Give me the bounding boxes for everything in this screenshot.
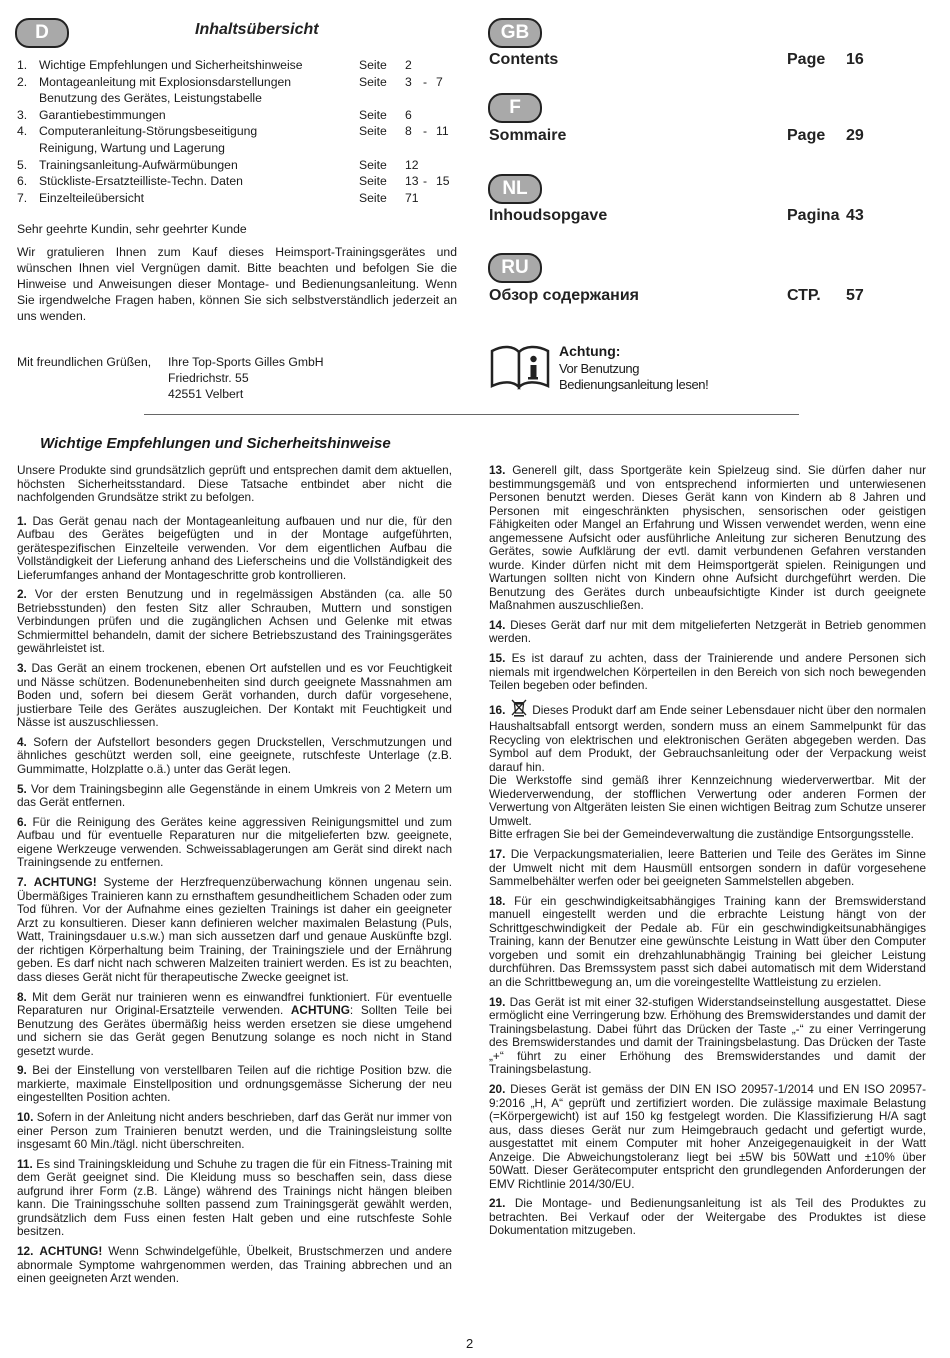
toc-row (17, 157, 457, 174)
paragraph-9: 9. Bei der Einstellung von verstellbaren Teilen auf die richtige Position bzw. die markierte, maximale Einstellposition und ordnungsgemässe Sicherung der neu eingestellten Position achten. (17, 1063, 452, 1105)
paragraph-11: 11. Es sind Trainingskleidung und Schuhe zu tragen die für ein Fitness-Training mit dem Gerät geeignet sind. Die Kleidung muss so beschaffen sein, dass diese aufgrund ihrer Form (z.B. Länge) während des Trainings nicht hängen bleiben kann. Die Trainingsschuhe sollten passend zum Trainingsgerät gewählt werden, grundsätzlich dem Fuss einen festen Halt geben und eine rutschfeste Sohle besitzen. (17, 1156, 452, 1239)
notice-line2: Bedienungsanleitung lesen! (559, 377, 709, 392)
paragraph-15: 15. Es ist darauf zu achten, dass der Trainierende und andere Personen sich niemals mit irgendwelchen Körperteilen in den Bereich von sich noch bewegenden Teilen begeben oder befinden. (489, 651, 926, 693)
toc-dash: - (423, 124, 428, 139)
toc-row (17, 140, 457, 157)
lang-page-label-ru: СТР. (787, 287, 821, 304)
toc-row (17, 107, 457, 124)
notice-line1: Vor Benutzung (559, 361, 640, 376)
left-column (17, 464, 452, 1292)
toc-title: Inhaltsübersicht (195, 21, 319, 38)
lang-page-number-ru: 57 (846, 287, 864, 304)
toc-number: 3. (17, 107, 28, 122)
lang-page-number-nl: 43 (846, 207, 864, 224)
paragraph-14: 14. Dieses Gerät darf nur mit dem mitgelieferten Netzgerät in Betrieb genommen werden. (489, 617, 927, 646)
lang-title-gb: Contents (489, 51, 559, 68)
toc-dash: - (423, 74, 428, 89)
toc-seite-label: Seite (359, 124, 387, 139)
notice-title: Achtung: (559, 343, 621, 359)
toc-page: 3 (405, 74, 412, 89)
toc-seite-label: Seite (359, 157, 387, 172)
paragraph-1: 1. Das Gerät genau nach der Montageanleitung aufbauen und nur die, für den Aufbau des Gerätes beigefügten und in der Montage aufgeführten, gerätespezifischen Einzelteile verwenden. Vor dem eigentlichen Aufbau die Vollständigkeit der Lieferung anhand des Lieferscheins und die Vollständigkeit des Lieferumfanges anhand der Montageschritte grob kontrollieren. (17, 513, 453, 582)
language-badge-gb: GB (488, 18, 542, 48)
lang-page-label-gb: Page (787, 51, 826, 68)
section-title: Wichtige Empfehlungen und Sicherheitshinweise (40, 435, 391, 452)
toc-text: Benutzung des Gerätes, Leistungstabelle (39, 91, 262, 106)
paragraph-16: 16. Dieses Produkt darf am Ende seiner Lebensdauer nicht über den normalen Haushaltsabfall entsorgt werden, sondern muss an einem Sammelpunkt für das Recycling von elektrischen und elektronischen Geräten abgegeben werden. Das Symbol auf dem Produkt, der Gebrauchsanleitung oder der Verpackung weist darauf hin. (489, 699, 926, 775)
toc-page: 71 (405, 190, 419, 205)
greeting: Sehr geehrte Kundin, sehr geehrter Kunde (17, 222, 247, 236)
toc-page-end: 7 (436, 74, 443, 89)
toc-text: Reinigung, Wartung und Lagerung (39, 140, 225, 155)
paragraph-13: 13. Generell gilt, dass Sportgeräte kein Spielzeug sind. Sie dürfen daher nur bestimmungsgemäß und von entsprechend informierten und unterwiesenen Personen benutzt werden. Dieses Gerät kann von Kindern ab 8 Jahren und Personen mit eingeschränkten physischen, sensorischen oder geistigen Fähigkeiten oder Mangel an Erfahrung und Wissen verwendet werden, wenn eine angemessene Aufsicht oder ausführliche Anleitung zur sicheren Benutzung des Gerätes, sowie Aufklärung der evtl. damit verbundenen Gefahren verstanden wurde. Kinder dürfen nicht mit dem Heimsportgerät spielen. Reinigungen und Wartungen sollten nicht von Kindern ohne Aufsicht durchgeführt werden. Die Benutzung des Gerätes durch unbeaufsichtigte Kinder ist durch geeignete Maßnahmen auszuschließen. (489, 463, 926, 612)
toc-number: 5. (17, 157, 28, 172)
paragraph-4: 4. Sofern der Aufstellort besonders gegen Druckstellen, Verschmutzungen und ähnliches geschützt werden soll, eine geeignete, rutschfeste Unterlage (z.B. Gummimatte, Holzplatte o.ä.) unter das Gerät legen. (17, 734, 452, 776)
toc-text: Montageanleitung mit Explosionsdarstellungen (39, 74, 292, 89)
toc-seite-label: Seite (359, 107, 387, 122)
toc-number: 2. (17, 74, 28, 89)
lang-title-ru: Обзор содержания (489, 287, 640, 304)
paragraph-18: 18. Für ein geschwindigkeitsabhängiges Training kann der Bremswiderstand manuell eingestellt werden und die erbrachte Leistung hängt von der Schrittgeschwindigkeit der Pedale ab. Für ein geschwindigkeitsunabhängiges Training, kann der Benutzer eine gewünschte Leistung in Watt über den Computer vorgeben und somit ein drehzahlunabhängig Training bei gleicher Leistung durchführen. Das Bremssystem passt sich dabei automatisch mit dem Widerstand an die Schrittbewegung an, um die voreingestellte Wattleistung zu erzielen. (489, 893, 926, 989)
toc-text: Trainingsanleitung-Aufwärmübungen (39, 157, 238, 172)
paragraph-10: 10. Sofern in der Anleitung nicht anders beschrieben, darf das Gerät nur immer von einer Person zum Trainieren benutzt werden, und die Trainingsleistung sollte insgesamt 60 Min./tägl. nicht überschreiten. (17, 1110, 452, 1152)
toc-text: Computeranleitung-Störungsbeseitigung (39, 124, 258, 139)
paragraph-2: 2. Vor der ersten Benutzung und in regelmässigen Abständen (ca. alle 50 Betriebsstunden) den festen Sitz aller Schrauben, Muttern und sonstigen Verbindungen prüfen und die zugänglichen Achsen und Gelenke mit etwas Schmiermittel behandeln, damit der sichere Betriebszustand des Trainingsgerätes gewährleistet ist. (17, 587, 452, 656)
toc-number: 4. (17, 124, 28, 139)
toc-page: 2 (405, 58, 412, 72)
toc-text: Wichtige Empfehlungen und Sicherheitshinweise (39, 58, 303, 72)
language-badge-de: D (15, 18, 69, 48)
toc-page: 6 (405, 107, 412, 122)
toc-dash: - (423, 174, 428, 189)
toc-page: 8 (405, 124, 412, 139)
divider (144, 414, 799, 415)
toc-text: Garantiebestimmungen (39, 107, 166, 122)
paragraph-6: 6. Für die Reinigung des Gerätes keine aggressiven Reinigungsmittel und zum Aufbau und für eventuelle Reparaturen nur die mitgelieferten bzw. geeignete, eigene Werkzeuge verwenden. Schweissablagerungen am Gerät sind direkt nach Trainingsende zu entfernen. (17, 814, 452, 870)
lang-title-f: Sommaire (489, 127, 567, 144)
toc-number: 1. (17, 58, 28, 72)
toc-row (17, 190, 457, 207)
lang-title-nl: Inhoudsopgave (489, 207, 608, 224)
lang-page-label-nl: Pagina (787, 207, 840, 224)
toc-row (17, 123, 457, 140)
lang-page-label-f: Page (787, 127, 826, 144)
paragraph-5: 5. Vor dem Trainingsbeginn alle Gegenstände in einem Umkreis von 2 Metern um das Gerät entfernen. (17, 781, 453, 810)
toc-row (17, 74, 457, 91)
company-city: 42551 Velbert (168, 387, 244, 401)
right-column (489, 464, 926, 1244)
page-number: 2 (466, 1336, 474, 1351)
paragraph-19: 19. Das Gerät ist mit einer 32-stufigen Widerstandseinstellung ausgestattet. Diese ermöglicht eine Verringerung bzw. Erhöhung des Bremswiderstandes und damit der Trainingsbelastung. Dabei führt das Drücken der Taste „-“ zu einer Verringerung des Bremswiderstandes und damit der Trainingsbelastung. Das Drücken der Taste „+“ führt zu einer Erhöhung des Bremswiderstandes und damit der Trainingsbelastung. (489, 994, 926, 1077)
toc-page: 13 (405, 174, 419, 189)
lang-page-number-gb: 16 (846, 51, 864, 68)
intro-paragraph: Unsere Produkte sind grundsätzlich geprüft und entsprechen damit dem aktuellen, höchsten Sicherheitsstandard. Diese Tatsache entbindet aber nicht die nachfolgenden Grundsätze strikt zu befolgen. (17, 463, 452, 504)
toc-seite-label: Seite (359, 174, 387, 189)
company-name: Ihre Top-Sports Gilles GmbH (168, 355, 324, 369)
crossed-bin-icon (511, 699, 527, 721)
toc-page-end: 11 (436, 124, 449, 139)
paragraph-20: 20. Dieses Gerät ist gemäss der DIN EN ISO 20957-1/2014 und EN ISO 20957-9:2016 „H, A“ geprüft und zertifiziert worden. Die zulässige maximale Belastung (=Körpergewicht) ist auf 150 kg festgelegt worden. Die Klassifizierung H/A sagt aus, dass dieses Gerät nur zum Heimgebrauch gedacht und gefertigt wurde, ausgestattet mit einem Computer mit hoher Anzeigegenauigkeit in der Watt Anzeige. Die Abweichungstoleranz liegt bei ±5W bis 50Watt und ±10% über 50Watt. Dieser Gerätecomputer entspricht den grundlegenden Anforderungen der EMV Richtlinie 2014/30/EU. (489, 1082, 926, 1191)
toc-seite-label: Seite (359, 58, 387, 72)
language-badge-ru: RU (488, 253, 542, 283)
signoff: Mit freundlichen Grüßen, (17, 355, 152, 369)
paragraph-21: 21. Die Montage- und Bedienungsanleitung ist als Teil des Produktes zu betrachten. Bei Verkauf oder der Weitergabe des Produktes ist diese Dokumentation mitzugeben. (489, 1196, 926, 1238)
toc-seite-label: Seite (359, 190, 387, 205)
toc-row (17, 90, 457, 107)
toc-row (17, 57, 457, 74)
toc-list (17, 57, 457, 206)
toc-seite-label: Seite (359, 74, 387, 89)
toc-text: Stückliste-Ersatzteilliste-Techn. Daten (39, 174, 243, 189)
toc-number: 6. (17, 174, 28, 189)
toc-row (17, 173, 457, 190)
manual-info-icon (489, 343, 551, 391)
toc-page: 12 (405, 157, 419, 172)
paragraph-16-c: Bitte erfragen Sie bei der Gemeindeverwaltung die zuständige Entsorgungsstelle. (489, 827, 914, 842)
language-badge-f: F (488, 93, 542, 123)
toc-number: 7. (17, 190, 28, 205)
paragraph-8: 8. Mit dem Gerät nur trainieren wenn es einwandfrei funktioniert. Für eventuelle Reparaturen nur Original-Ersatzteile verwenden. ACHTUNG: Sollten Teile bei Benutzung des Gerätes übermäßig heiss werden ersetzen sie diese umgehend und sichern sie das Gerät gegen Benutzung solange es noch nicht in Stand gesetzt wurde. (17, 989, 453, 1058)
paragraph-16-b: Die Werkstoffe sind gemäß ihrer Kennzeichnung wiederverwertbar. Mit der Wiederverwendung, der stofflichen Verwertung oder anderen Formen der Verwertung von Altgeräten leisten Sie einen wichtigen Beitrag zum Schutze unserer Umwelt. (489, 773, 926, 828)
intro-text: Wir gratulieren Ihnen zum Kauf dieses Heimsport-Trainingsgerätes und wünschen Ihnen viel Vergnügen damit. Bitte beachten und befolgen Sie die Hinweise und Anweisungen dieser Montage- und Bedienungsanleitung. Wenn Sie irgendwelche Fragen haben, können Sie sich selbstverständlich jederzeit an uns wenden. (17, 245, 457, 323)
paragraph-17: 17. Die Verpackungsmaterialien, leere Batterien und Teile des Gerätes im Sinne der Umwelt nicht mit dem Hausmüll entsorgen sondern in dafür vorgesehene Sammelbehälter werfen oder bei geeigneten Sammelstellen abgeben. (489, 847, 926, 889)
toc-page-end: 15 (436, 174, 450, 189)
paragraph-12: 12. ACHTUNG! Wenn Schwindelgefühle, Übelkeit, Brustschmerzen und andere abnormale Symptome wahrgenommen werden, das Training abbrechen und an einen geeigneten Arzt wenden. (17, 1244, 452, 1286)
toc-text: Einzelteileübersicht (39, 190, 145, 205)
paragraph-3: 3. Das Gerät an einem trockenen, ebenen Ort aufstellen und es vor Feuchtigkeit und Nässe schützen. Bodenunebenheiten sind durch geeignete Massnahmen am Boden und, sofern bei diesem Gerät vorhanden, durch dafür vorgesehene, justierbare Teile des Gerätes auszugleichen. Der Kontakt mit Feuchtigkeit und Nässe ist auszuschliessen. (17, 661, 452, 730)
company-street: Friedrichstr. 55 (168, 371, 249, 385)
paragraph-7: 7. ACHTUNG! Systeme der Herzfrequenzüberwachung können ungenau sein. Übermäßiges Trainieren kann zu ernsthaftem gesundheitlichem Schaden oder zum Tod führen. Vor der Aufnahme eines gezielten Trainings ist daher ein geeigneter Arzt zu konsultieren. Dieser kann definieren welcher maximalen Belastung (Puls, Watt, Trainingsdauer u.s.w.) man sich aussetzen darf und genaue Auskünfte bzgl. der richtigen Körperhaltung beim Training, der Trainingsziele und der Ernährung geben. Es darf nicht nach schweren Malzeiten trainiert werden. Es ist zu beachten, dass dieses Gerät nicht für therapeutische Zwecke geeignet ist. (17, 875, 452, 984)
language-badge-nl: NL (488, 174, 542, 204)
lang-page-number-f: 29 (846, 127, 864, 144)
